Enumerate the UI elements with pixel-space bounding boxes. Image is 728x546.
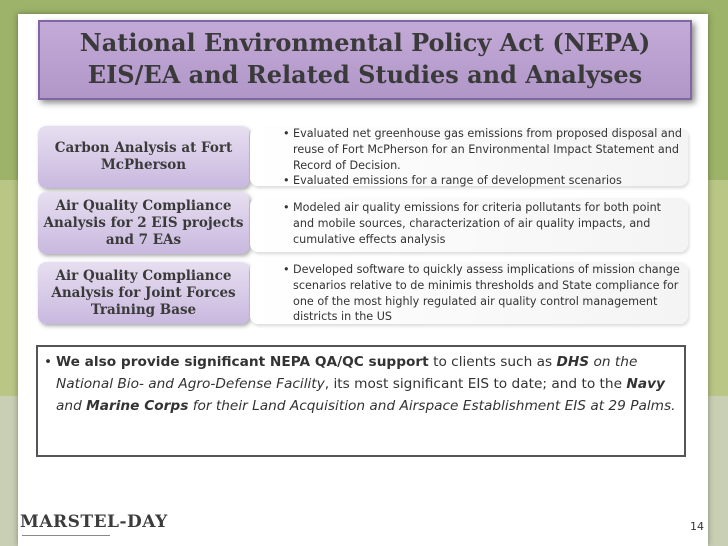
support-lead: We also provide significant NEPA QA/QC support <box>56 354 429 370</box>
nepa-support-text <box>44 351 676 417</box>
row-label: Air Quality Compliance Analysis for 2 EIS projects and 7 EAs <box>38 192 249 254</box>
bullet-item: • Developed software to quickly assess implications of mission change scenarios relative to de minimis thresholds and State compliance for one of the most highly regulated air quality control management districts in the US <box>283 262 683 325</box>
row-bullets <box>283 262 683 325</box>
bullet-item: • Modeled air quality emissions for criteria pollutants for both point and mobile sources, characterization of air quality impacts, and cumulative effects analysis <box>283 200 683 247</box>
text-run: , its most significant EIS to date; and to the <box>324 376 627 392</box>
row-air-quality-jftb <box>38 262 688 326</box>
text-run: and <box>56 398 87 414</box>
logo-text: MARSTEL-DAY <box>20 512 168 532</box>
row-bullets <box>283 126 683 189</box>
client-marine-corps: Marine Corps <box>86 398 189 414</box>
bullet-marker: • <box>44 354 53 370</box>
text-run: to clients such as <box>428 354 557 370</box>
client-dhs: DHS <box>556 354 590 370</box>
title-box <box>38 20 692 100</box>
bullet-item: • Evaluated net greenhouse gas emissions from proposed disposal and reuse of Fort McPherson for an Environmental Impact Statement and Record of Decision. <box>283 126 683 173</box>
row-air-quality-eis <box>38 192 688 254</box>
row-label: Air Quality Compliance Analysis for Joint Forces Training Base <box>38 262 249 324</box>
text-run: on the National Bio- and Agro-Defense Facility <box>56 354 638 392</box>
logo-tagline-line <box>22 535 110 542</box>
bullet-item: • Evaluated emissions for a range of development scenarios <box>283 173 683 189</box>
text-run: for their Land Acquisition and Airspace Establishment EIS at 29 Palms. <box>188 398 676 414</box>
row-bullets <box>283 200 683 247</box>
page-number: 14 <box>690 520 704 533</box>
title-line-2: EIS/EA and Related Studies and Analyses <box>87 60 643 89</box>
row-label: Carbon Analysis at Fort McPherson <box>38 126 249 188</box>
client-navy: Navy <box>626 376 665 392</box>
nepa-support-box <box>36 345 686 457</box>
row-carbon-analysis <box>38 126 688 188</box>
company-logo <box>20 512 168 532</box>
title-line-1: National Environmental Policy Act (NEPA) <box>79 28 651 57</box>
